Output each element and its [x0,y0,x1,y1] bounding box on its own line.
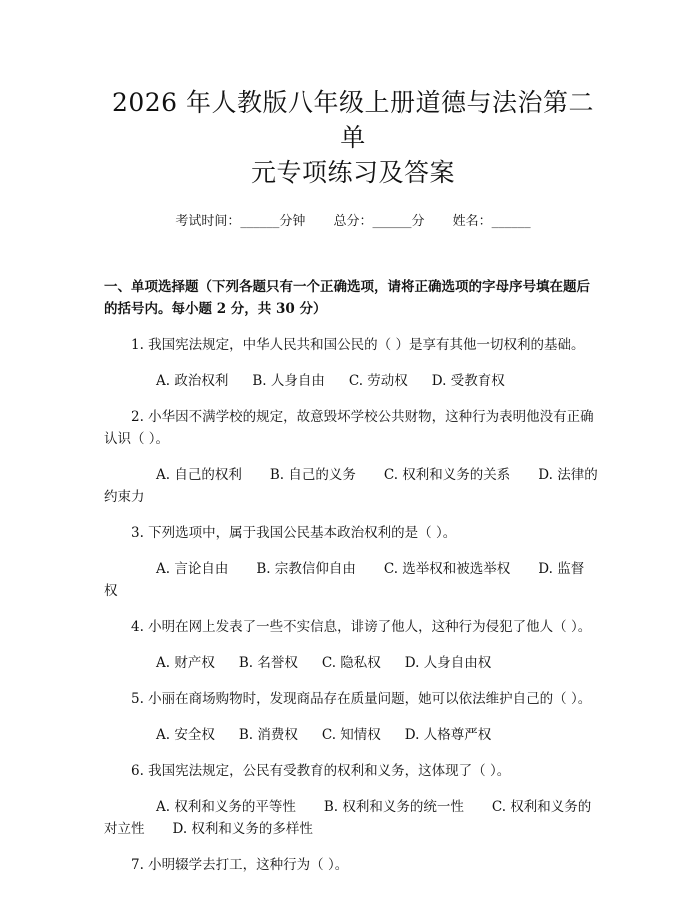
option-a: A. 权利和义务的平等性 [156,799,296,815]
total-score: 总分：______分 [333,214,425,229]
option-a: A. 言论自由 [156,561,229,577]
question-stem: 7. 小明辍学去打工，这种行为（ ）。 [131,857,349,873]
question-stem: 4. 小明在网上发表了一些不实信息，诽谤了他人，这种行为侵犯了他人（ ）。 [131,619,592,635]
question-stem: 6. 我国宪法规定，公民有受教育的权利和义务，这体现了（ ）。 [131,763,511,779]
document-title [104,85,602,190]
student-name: 姓名：______ [452,214,531,229]
question-options [104,724,602,746]
question-options [104,370,602,392]
option-b: B. 名誉权 [238,655,298,671]
question-options [104,464,602,508]
option-d: D. 人格尊严权 [404,727,492,743]
option-c: C. 选举权和被选举权 [383,561,511,577]
question-options [104,558,602,602]
option-d: D. 人身自由权 [404,655,492,671]
option-c: C. 知情权 [321,727,381,743]
title-line-1: 2026 年人教版八年级上册道德与法治第二单 [111,88,595,152]
option-d: D. 监督权 [104,561,585,599]
option-c: C. 隐私权 [321,655,381,671]
option-b: B. 权利和义务的统一性 [323,799,464,815]
option-a: A. 财产权 [156,655,215,671]
question-stem: 5. 小丽在商场购物时，发现商品存在质量问题，她可以依法维护自己的（ ）。 [131,691,592,707]
option-b: B. 自己的义务 [269,467,356,483]
option-d: D. 权利和义务的多样性 [172,821,313,837]
exam-meta [104,212,602,232]
option-b: B. 宗教信仰自由 [256,561,356,577]
option-d: D. 法律的约束力 [104,467,598,505]
option-c: C. 劳动权 [348,373,408,389]
option-d: D. 受教育权 [431,373,505,389]
section-heading: 一、单项选择题（下列各题只有一个正确选项，请将正确选项的字母序号填在题后的括号内。每小题 2 分，共 30 分） [104,279,590,317]
question-stem: 1. 我国宪法规定，中华人民共和国公民的（ ）是享有其他一切权利的基础。 [131,337,585,353]
question-options [104,796,602,840]
option-b: B. 消费权 [238,727,298,743]
title-line-2: 元专项练习及答案 [250,158,455,187]
question-stem: 2. 小华因不满学校的规定，故意毁坏学校公共财物，这种行为表明他没有正确认识（ ）。 [104,409,594,447]
question-stem: 3. 下列选项中，属于我国公民基本政治权利的是（ ）。 [131,525,457,541]
option-a: A. 安全权 [156,727,215,743]
option-c: C. 权利和义务的对立性 [104,799,592,837]
option-a: A. 自己的权利 [156,467,242,483]
option-c: C. 权利和义务的关系 [383,467,511,483]
option-b: B. 人身自由 [252,373,325,389]
exam-time: 考试时间：______分钟 [175,214,306,229]
option-a: A. 政治权利 [156,373,229,389]
question-options [104,652,602,674]
